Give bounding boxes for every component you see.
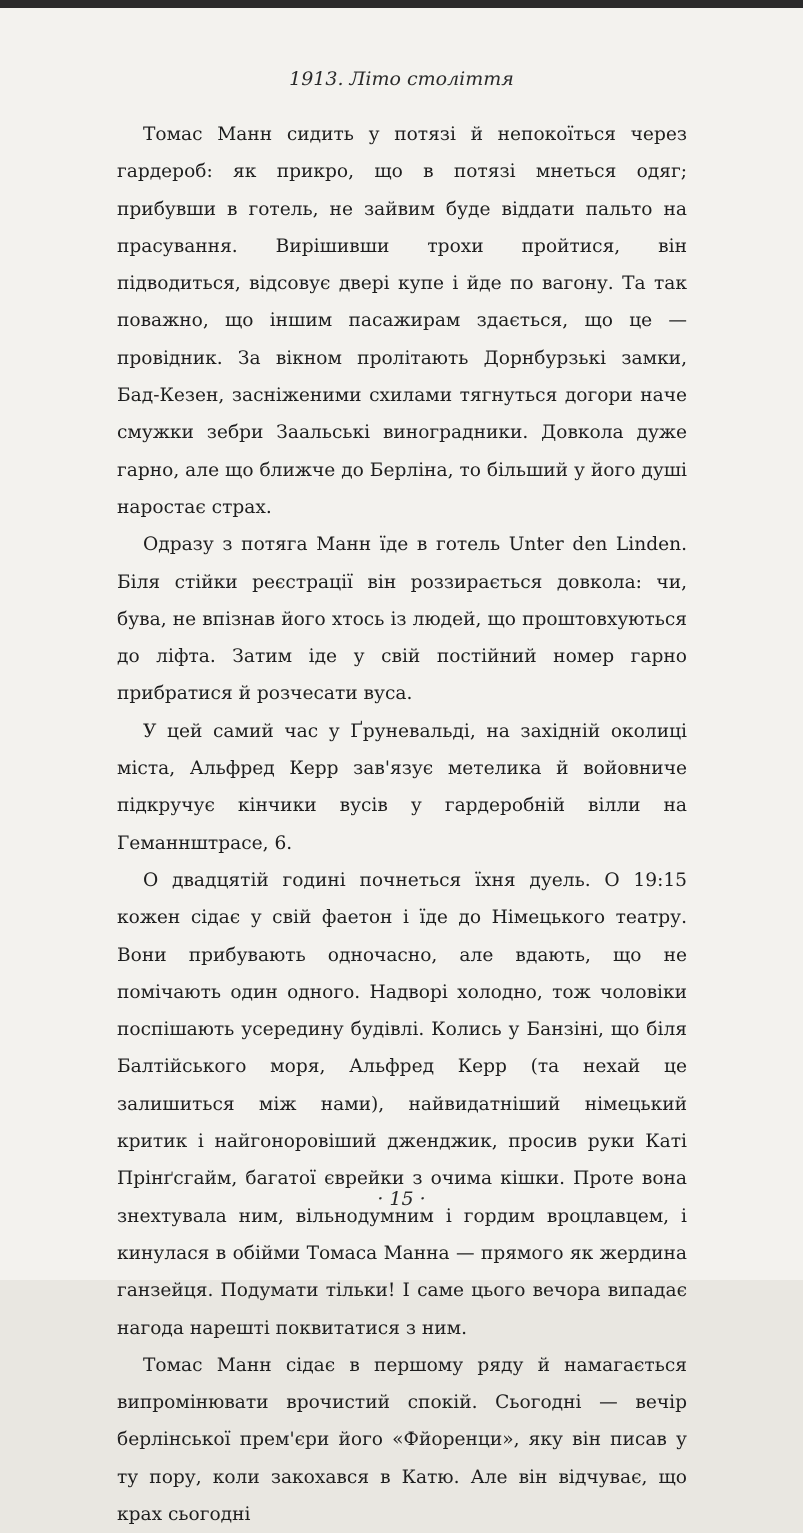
running-head: 1913. Літо століття	[289, 68, 514, 90]
book-page	[0, 8, 803, 1525]
paragraph-1: Томас Манн сидить у потязі й непокоїться через гардероб: як прикро, що в потязі мнеться одяг; прибувши в готель, не зайвим буде віддати пальто на прасування. Вирішивши трохи пройтися, він підводиться, відсовує двері купе і йде по вагону. Та так поважно, що іншим пасажирам здається, що це — провідник. За вікном пролітають Дорнбурзькі замки, Бад-Кезен, засніженими схилами тягнуться догори наче смужки зебри Заальські виноградники. Довкола дуже гарно, але що ближче до Берліна, то більший у його душі наростає страх.	[117, 124, 687, 518]
paragraph-3: У цей самий час у Ґруневальді, на західній околиці міста, Альфред Керр зав'язує метелика й войовниче підкручує кінчики вусів у гардеробній вілли на Геманнштрасе, 6.	[117, 720, 687, 854]
paragraph-2: Одразу з потяга Манн їде в готель Unter den Linden. Біля стійки реєстрації він роззирається довкола: чи, бува, не впізнав його хтось із людей, що проштовхуються до ліфта. Затим іде у свій постійний номер гарно прибратися й розчесати вуса.	[117, 534, 687, 705]
scan-top-edge	[0, 0, 803, 8]
paragraph-4: О двадцятій годині почнеться їхня дуель. О 19:15 кожен сідає у свій фаетон і їде до Німецького театру. Вони прибувають одночасно, але вдають, що не помічають один одного. Надворі холодно, тож чоловіки поспішають усередину будівлі. Колись у Банзіні, що біля Балтійського моря, Альфред Керр (та нехай це залишиться між нами), найвидатніший німецький критик і найгоноровіший дженджик, просив руки Каті Прінґсгайм, багатої єврейки з очима кішки. Проте вона знехтувала ним, вільнодумним і гордим вроцлавцем, і кинулася в обійми Томаса Манна — прямого як жердина ганзейця. Подумати тільки! І саме цього вечора випадає нагода нарешті поквитатися з ним.	[117, 869, 687, 1339]
paragraph-5: Томас Манн сідає в першому ряду й намагається випромінювати врочистий спокій. Сьогодні — вечір берлінської прем'єри його «Фйоренци», яку він писав у ту пору, коли закохався в Катю. Але він відчуває, що крах сьогодні	[117, 1354, 687, 1525]
body-text	[117, 116, 687, 1533]
page-number: · 15 ·	[377, 1188, 426, 1210]
